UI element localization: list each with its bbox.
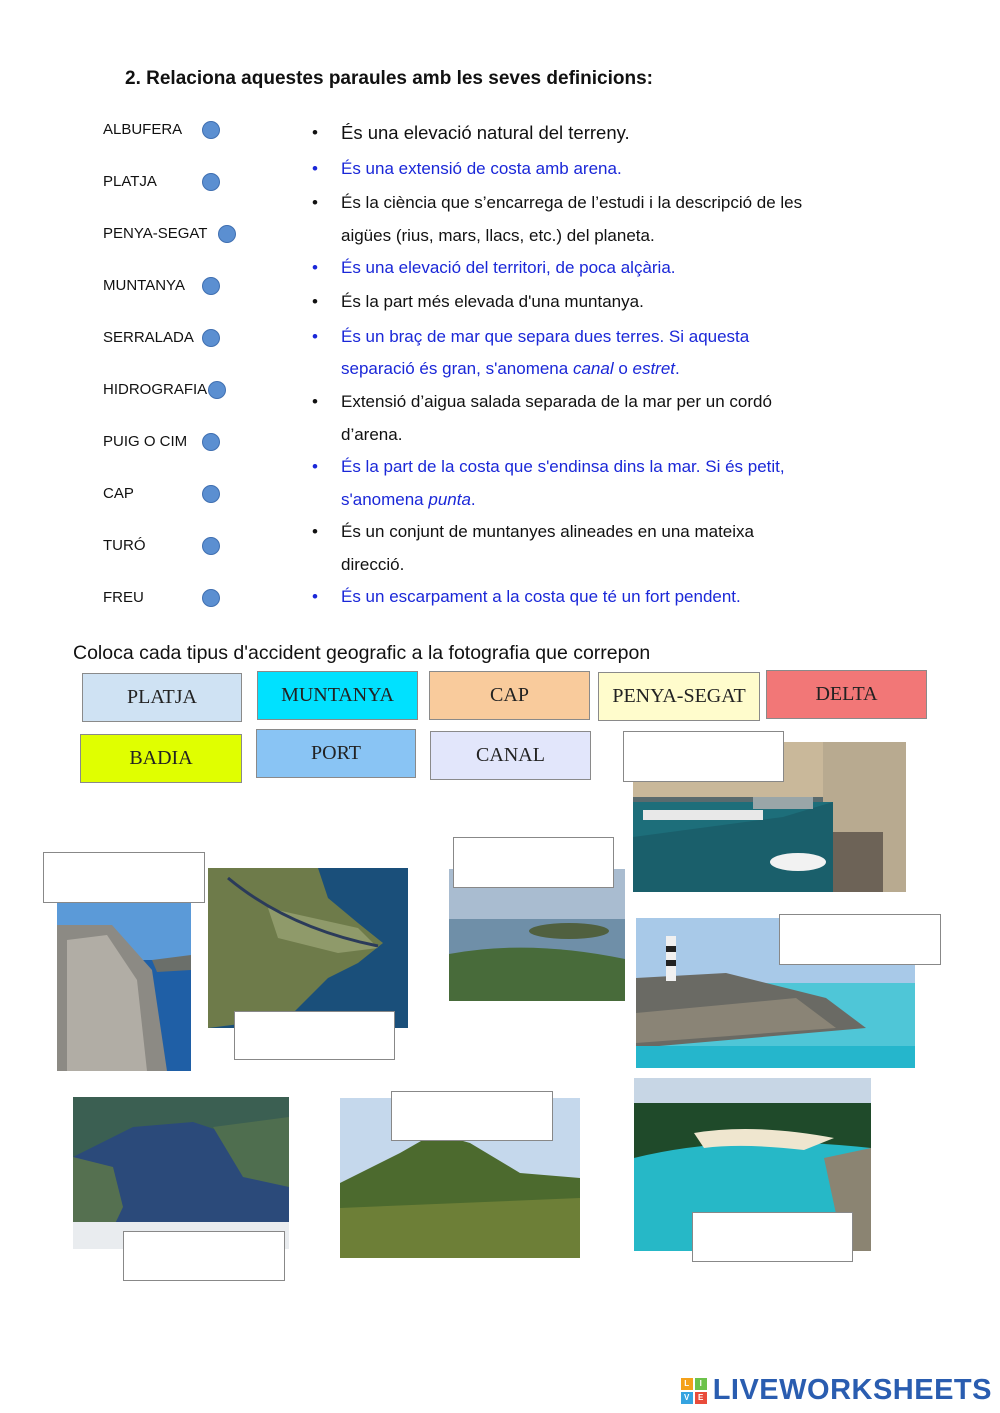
match-dot-cap[interactable]	[202, 485, 220, 503]
bullet: •	[312, 522, 318, 541]
bullet: •	[312, 193, 318, 212]
drop-box-beach[interactable]	[692, 1212, 853, 1262]
bullet: •	[312, 327, 318, 346]
logo-squares-icon	[681, 1378, 707, 1404]
match-dot-hidrografia[interactable]	[208, 381, 226, 399]
definition-7-line2[interactable]: d’arena.	[341, 425, 403, 444]
term-albufera: ALBUFERA	[103, 121, 183, 138]
definition-9-line1[interactable]: És un conjunt de muntanyes alineades en una mateixa	[341, 522, 754, 541]
match-dot-freu[interactable]	[202, 589, 220, 607]
drop-box-port[interactable]	[623, 731, 784, 782]
term-cap: CAP	[103, 485, 134, 502]
photo-penya-segat	[57, 900, 191, 1071]
definition-9-line2[interactable]: direcció.	[341, 555, 405, 574]
match-dot-penya-segat[interactable]	[218, 225, 236, 243]
definition-1[interactable]: És una elevació natural del terreny.	[341, 122, 630, 143]
drop-box-map[interactable]	[123, 1231, 285, 1281]
photo-delta-image	[208, 868, 408, 1028]
term-penya-segat: PENYA-SEGAT	[103, 225, 208, 242]
definition-3-line1[interactable]: És la ciència que s’encarrega de l’estudi i la descripció de les	[341, 193, 803, 212]
term-puig-o-cim: PUIG O CIM	[103, 433, 188, 450]
definition-7-line1[interactable]: Extensió d’aigua salada separada de la mar per un cordó	[341, 392, 772, 411]
photo-delta	[208, 868, 408, 1028]
drop-box-delta[interactable]	[234, 1011, 395, 1060]
term-freu: FREU	[103, 589, 144, 606]
photo-map	[73, 1097, 289, 1249]
logo-square: I	[695, 1378, 707, 1390]
bullet: •	[312, 258, 318, 277]
definition-italic-estret: estret	[632, 359, 676, 378]
chip-delta[interactable]: DELTA	[766, 670, 927, 719]
chip-badia[interactable]: BADIA	[80, 734, 242, 783]
match-dot-turo[interactable]	[202, 537, 220, 555]
photo-map-image	[73, 1097, 289, 1249]
definition-text: .	[470, 490, 476, 509]
chip-port[interactable]: PORT	[256, 729, 416, 778]
match-dot-serralada[interactable]	[202, 329, 220, 347]
match-dot-puig-o-cim[interactable]	[202, 433, 220, 451]
instruction-text: Coloca cada tipus d'accident geografic a la fotografia que correpon	[73, 642, 651, 664]
definition-text: .	[675, 359, 680, 378]
logo-square: V	[681, 1392, 693, 1404]
definition-3-line2[interactable]: aigües (rius, mars, llacs, etc.) del planeta.	[341, 226, 655, 245]
definition-text: separació és gran, s'anomena	[341, 359, 573, 378]
chip-penya-segat[interactable]: PENYA-SEGAT	[598, 672, 760, 721]
definition-italic-canal: canal	[572, 359, 614, 378]
logo-square: L	[681, 1378, 693, 1390]
drop-box-bay[interactable]	[453, 837, 614, 888]
photo-cliff-image	[57, 900, 191, 1071]
term-turo: TURÓ	[103, 537, 146, 554]
term-platja: PLATJA	[103, 173, 157, 190]
chip-canal[interactable]: CANAL	[430, 731, 591, 780]
drop-box-cliff[interactable]	[43, 852, 205, 903]
bullet: •	[312, 292, 318, 311]
bullet: •	[312, 457, 318, 476]
exercise-heading: 2. Relaciona aquestes paraules amb les seves definicions:	[125, 68, 654, 89]
definition-4[interactable]: És una elevació del territori, de poca alçària.	[341, 258, 676, 277]
chip-muntanya[interactable]: MUNTANYA	[257, 671, 418, 720]
definition-5[interactable]: És la part més elevada d'una muntanya.	[341, 292, 644, 311]
drop-box-cape[interactable]	[779, 914, 941, 965]
bullet: •	[312, 392, 318, 411]
logo-square: E	[695, 1392, 707, 1404]
definition-8-line1[interactable]: És la part de la costa que s'endinsa dins la mar. Si és petit,	[341, 457, 785, 476]
definition-6-line2[interactable]	[341, 352, 861, 385]
drop-box-mountain[interactable]	[391, 1091, 553, 1141]
bullet: •	[312, 123, 318, 142]
logo-text: LIVEWORKSHEETS	[712, 1374, 992, 1406]
bullet: •	[312, 159, 318, 178]
chip-cap[interactable]: CAP	[429, 671, 590, 720]
bullet: •	[312, 587, 318, 606]
photo-bay-image	[449, 869, 625, 1001]
match-dot-muntanya[interactable]	[202, 277, 220, 295]
photo-badia	[449, 869, 625, 1001]
definition-text: o	[613, 359, 633, 378]
definition-6-line1[interactable]: És un braç de mar que separa dues terres. Si aquesta	[341, 327, 750, 346]
term-hidrografia: HIDROGRAFIA	[103, 381, 208, 398]
chip-platja[interactable]: PLATJA	[82, 673, 242, 722]
match-dot-platja[interactable]	[202, 173, 220, 191]
definition-10[interactable]: És un escarpament a la costa que té un fort pendent.	[341, 587, 741, 606]
term-serralada: SERRALADA	[103, 329, 194, 346]
match-dot-albufera[interactable]	[202, 121, 220, 139]
liveworksheets-logo	[681, 1374, 992, 1407]
definition-8-line2[interactable]	[341, 483, 861, 516]
definition-2[interactable]: És una extensió de costa amb arena.	[341, 159, 622, 178]
definition-text: s'anomena	[341, 490, 429, 509]
definition-italic-punta: punta	[428, 490, 471, 509]
term-muntanya: MUNTANYA	[103, 277, 185, 294]
